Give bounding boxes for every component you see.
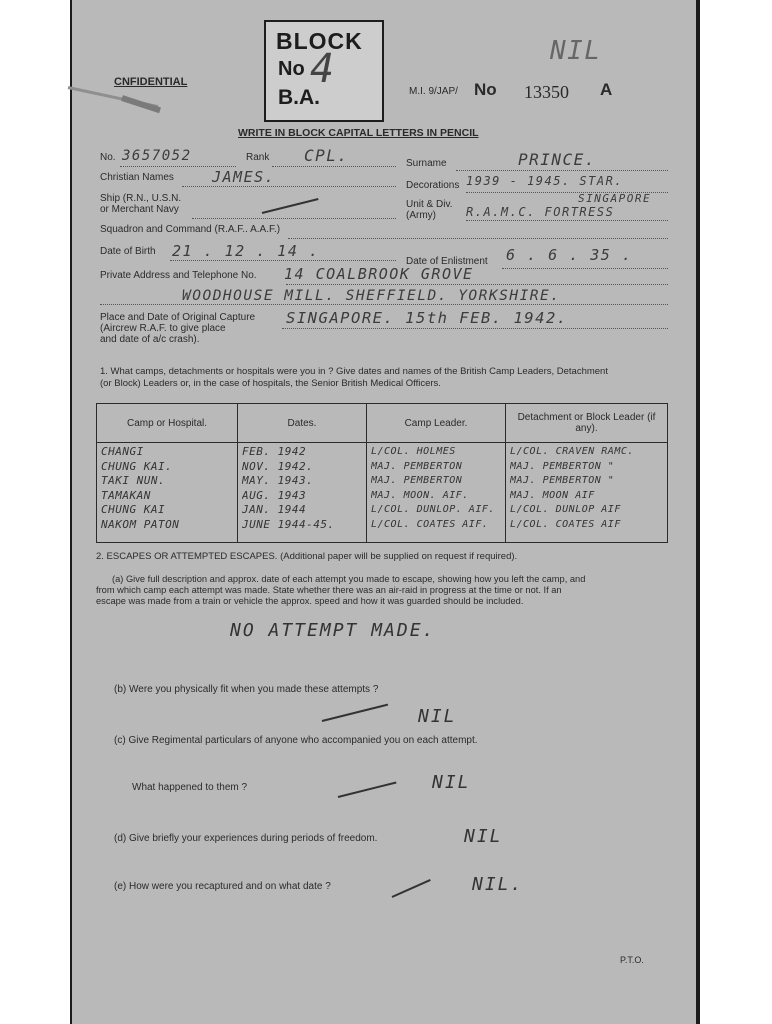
question2a-line2: from which camp each attempt was made. State whether there was an air-raid in progress at the time or not. If an — [96, 585, 562, 595]
unit-label-line2: (Army) — [406, 210, 436, 221]
header-camp: Camp or Hospital. — [97, 404, 238, 443]
pto-label: P.T.O. — [620, 955, 644, 965]
block-stamp — [264, 20, 384, 122]
table-row — [97, 443, 668, 543]
header-detachment-leader: Detachment or Block Leader (if any). — [506, 404, 668, 443]
serial-suffix: A — [600, 80, 613, 99]
ship-dash-mark — [262, 198, 319, 214]
detachment-leader-cell: MAJ. PEMBERTON " — [510, 460, 615, 472]
camp-leader-cell: L/COL. COATES AIF. — [371, 518, 489, 530]
ship-label — [100, 193, 181, 215]
camp-leader-cell: MAJ. MOON. AIF. — [371, 489, 469, 501]
christian-names-label: Christian Names — [100, 172, 174, 183]
date-cell: JAN. 1944 — [242, 503, 307, 516]
question2d-answer: NIL — [464, 826, 503, 847]
dob-label: Date of Birth — [100, 246, 156, 257]
question2d: (d) Give briefly your experiences during periods of freedom. — [114, 833, 378, 844]
camp-cell: CHUNG KAI — [101, 503, 166, 516]
serial-number: 13350 — [524, 82, 569, 102]
detachment-leader-column — [506, 443, 668, 543]
date-cell: NOV. 1942. — [242, 459, 314, 473]
question2b-answer: NIL — [418, 706, 457, 727]
capture-label-line1: Place and Date of Original Capture — [100, 312, 256, 323]
surname-value: PRINCE. — [518, 150, 596, 169]
address-label: Private Address and Telephone No. — [100, 270, 257, 281]
nil-annotation: NIL — [550, 36, 602, 66]
question2a-answer: NO ATTEMPT MADE. — [230, 620, 436, 641]
decorations-value: 1939 - 1945. STAR. — [466, 174, 624, 188]
rank-label: Rank — [246, 152, 270, 163]
rank-value: CPL. — [304, 146, 349, 165]
detachment-leader-cell: L/COL. CRAVEN RAMC. — [510, 446, 634, 457]
camp-cell: CHUNG KAI. — [101, 459, 173, 473]
surname-label: Surname — [406, 158, 447, 169]
question1-line1: 1. What camps, detachments or hospitals were you in ? Give dates and names of the British Camp Leaders, Detachment — [100, 366, 608, 377]
camp-cell: NAKOM PATON — [101, 517, 180, 531]
detachment-leader-cell: L/COL. DUNLOP AIF — [510, 504, 621, 515]
camp-leader-cell: L/COL. DUNLOP. AIF. — [371, 504, 495, 515]
dob-value: 21 . 12 . 14 . — [172, 242, 320, 260]
camps-table-header — [97, 404, 668, 443]
detachment-leader-cell: MAJ. PEMBERTON " — [510, 475, 615, 486]
address-value-line2: WOODHOUSE MILL. SHEFFIELD. YORKSHIRE. — [182, 288, 561, 304]
camps-column — [97, 443, 238, 543]
enlistment-label: Date of Enlistment — [406, 256, 488, 267]
camp-cell: TAMAKAN — [101, 488, 151, 502]
scan-margin-left — [0, 0, 70, 1024]
christian-names-value: JAMES. — [212, 168, 276, 186]
unit-value-line1: SINGAPORE — [578, 192, 652, 205]
question2a-line3: escape was made from a train or vehicle the approx. speed and how it was guarded should be included. — [96, 596, 524, 606]
question2c-followup: What happened to them ? — [132, 782, 248, 793]
capture-label-line3: and date of a/c crash). — [100, 334, 200, 345]
enlistment-value: 6 . 6 . 35 . — [506, 246, 633, 264]
question2c: (c) Give Regimental particulars of anyone who accompanied you on each attempt. — [114, 735, 478, 746]
address-value-line1: 14 COALBROOK GROVE — [284, 265, 474, 283]
date-cell: JUNE 1944-45. — [242, 517, 335, 531]
camp-leader-column — [367, 443, 506, 543]
question2e-answer: NIL. — [472, 874, 524, 895]
capture-label-line2: (Aircrew R.A.F. to give place — [100, 323, 226, 334]
squadron-label: Squadron and Command (R.A.F.. A.A.F.) — [100, 224, 281, 235]
camps-table — [96, 403, 668, 543]
capture-value: SINGAPORE. 15th FEB. 1942. — [286, 309, 568, 327]
dates-column — [238, 443, 367, 543]
block-code: B.A. — [278, 86, 320, 109]
confidential-label: CNFIDENTIAL — [114, 76, 188, 88]
capture-label — [100, 312, 255, 345]
question2e: (e) How were you recaptured and on what date ? — [114, 881, 331, 892]
detachment-leader-cell: L/COL. COATES AIF — [510, 518, 621, 530]
date-cell: FEB. 1942 — [242, 445, 307, 458]
date-cell: MAY. 1943. — [242, 474, 314, 487]
ship-label-line2: or Merchant Navy — [100, 204, 179, 215]
detachment-leader-cell: MAJ. MOON AIF — [510, 489, 595, 501]
block-no-label: No — [278, 58, 305, 80]
header-dates: Dates. — [238, 404, 367, 443]
service-no-label: No. — [100, 152, 116, 163]
question2b: (b) Were you physically fit when you made these attempts ? — [114, 684, 379, 695]
camp-leader-cell: MAJ. PEMBERTON — [371, 475, 463, 486]
question2-heading: 2. ESCAPES OR ATTEMPTED ESCAPES. (Additional paper will be supplied on request if required). — [96, 551, 518, 562]
unit-value-line2: R.A.M.C. FORTRESS — [466, 205, 615, 219]
header-camp-leader: Camp Leader. — [367, 404, 506, 443]
ship-label-line1: Ship (R.N., U.S.N. — [100, 193, 182, 204]
camp-cell: CHANGI — [101, 445, 144, 458]
block-no-value: 4 — [310, 46, 336, 92]
camp-leader-cell: L/COL. HOLMES — [371, 446, 456, 457]
date-cell: AUG. 1943 — [242, 488, 307, 502]
question1-line2: (or Block) Leaders or, in the case of hospitals, the Senior British Medical Officers. — [100, 378, 441, 389]
block-title: BLOCK — [276, 28, 363, 54]
service-no-value: 3657052 — [122, 148, 192, 164]
question2a-line1: (a) Give full description and approx. date of each attempt you made to escape, showing how you left the camp, and — [112, 574, 586, 584]
unit-label-line1: Unit & Div. — [406, 199, 453, 210]
decorations-label: Decorations — [406, 180, 460, 191]
unit-label — [406, 199, 453, 221]
camp-cell: TAKI NUN. — [101, 474, 166, 487]
scan-margin-right — [700, 0, 772, 1024]
instruction-heading: WRITE IN BLOCK CAPITAL LETTERS IN PENCIL — [238, 127, 479, 139]
camp-leader-cell: MAJ. PEMBERTON — [371, 460, 463, 472]
question2c-answer: NIL — [432, 772, 471, 793]
mi-reference: M.I. 9/JAP/ — [409, 86, 458, 97]
no-label: No — [474, 80, 497, 99]
